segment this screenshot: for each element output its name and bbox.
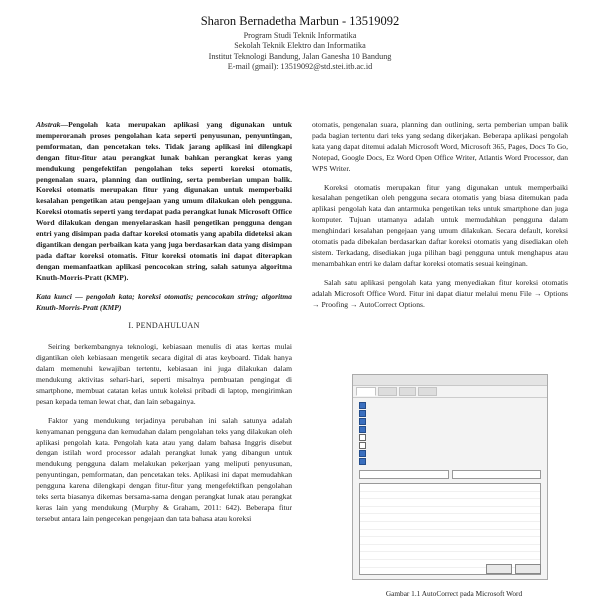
abstract (36, 120, 292, 284)
dialog-button (486, 564, 512, 574)
dialog-options (353, 398, 547, 468)
dialog-tab (418, 387, 436, 396)
right-column (312, 120, 568, 319)
keywords-body: — pengolah kata; koreksi otomatis; pencocokan string; algoritma Knuth-Morris-Pratt (KMP) (36, 291, 292, 312)
list-row (360, 484, 540, 492)
affiliation-line: Institut Teknologi Bandung, Jalan Ganesha 10 Bandung (208, 51, 392, 61)
author-line: Sharon Bernadetha Marbun - 13519092 (200, 14, 400, 28)
dialog-tab (356, 387, 376, 396)
dialog-titlebar (353, 375, 547, 386)
section-heading: I. PENDAHULUAN (128, 321, 200, 331)
affiliation-line: Sekolah Teknik Elektro dan Informatika (234, 41, 366, 51)
affiliation-line: Program Studi Teknik Informatika (243, 31, 357, 40)
checkbox-icon (359, 450, 366, 457)
dialog-option (359, 401, 541, 409)
keywords-lead: Kata kunci (36, 291, 72, 301)
body-paragraph-1: otomatis, pengenalan suara, planning dan outlining, serta pemberian umpan balik pada bagian tertentu dari teks yang sedang dikerjakan. Beberapa aplikasi pengolah kata yang dapat ditemui adalah Microsoft Word, Microsoft 365, Pages, Docs To Go, Notepad, Google Docs, Ez Word Open Office Writer, Atlantis Word Processor, dan WPS Writer. (312, 120, 568, 173)
body-paragraph-3: Salah satu aplikasi pengolah kata yang menyediakan fitur koreksi otomatis adalah Microsoft Office Word. Fitur ini dapat diatur melalui menu File → Options → Proofing → AutoCorrect Options. (312, 277, 568, 309)
dialog-option (359, 449, 541, 457)
figure (352, 374, 548, 586)
email-line: E-mail (gmail): 13519092@std.stei.itb.ac.id (227, 62, 373, 72)
autocorrect-dialog-screenshot (352, 374, 548, 580)
dialog-option (359, 433, 541, 441)
list-row (360, 522, 540, 530)
autocorrect-list (359, 483, 541, 575)
dialog-tab (378, 387, 398, 396)
paper-header (0, 14, 600, 73)
dialog-button (515, 564, 541, 574)
list-row (360, 499, 540, 507)
dialog-buttons (486, 564, 541, 574)
dialog-tab (399, 387, 416, 396)
list-row (360, 530, 540, 538)
checkbox-icon (359, 402, 366, 409)
dialog-inputs (353, 468, 547, 481)
intro-paragraph-2: Faktor yang mendukung terjadinya perubahan ini salah satunya adalah kenyamanan pengguna dan kemudahan dalam pengolahan teks yang dilakukan oleh aplikasi pengolah kata. Pengolah kata atau yang dalam bahasa Inggris disebut dengan istilah word processor adalah perangkat lunak yang dibangun untuk mendukung pengguna dalam melakukan pekerjaan yang meliputi penyusunan, penyuntingan, pemformatan, dan pencetakan teks. Aplikasi ini dapat memudahkan pengguna karena dilengkapi dengan fitur-fitur yang mengefektifkan pengolahan teks serta biasanya dikemas bersama-sama dengan perangkat lunak atau perangkat keras lain yang mendukung (Murphy & Graham, 2011: 642). Beberapa fitur tersebut antara lain pengecekan pengejaan dan tata bahasa atau koreksi (36, 415, 292, 523)
abstract-body: —Pengolah kata merupakan aplikasi yang digunakan untuk memperoranah proses pengolahan kata seperti penyusunan, penyuntingan, pemformatan, dan pencetakan teks. Tidak jarang aplikasi ini dilengkapi dengan fitur-fitur atau perangkat lunak bahkan perangkat keras yang mendukung pengefektifan pengolahan teks seperti koreksi otomatis, pengenalan suara, planning dan outlining, serta pemberian umpan balik. Koreksi otomatis merupakan fitur yang digunakan untuk memperbaiki kesalahan pengetikan atau pengejaan yang umum dilakukan oleh pengguna. Koreksi otomatis seperti yang terdapat pada perangkat lunak Microsoft Office Word dilakukan dengan menyelaraskan hasil pengetikan pengguna dengan entri yang disimpan pada daftar koreksi otomatis yang apabila dideteksi akan digantikan dengan perbaikan kata yang juga berdasarkan data yang disimpan pada daftar koreksi otomatis. Fitur koreksi otomatis ini dapat diterapkan dengan memanfaatkan aplikasi pencocokan string, salah satunya algoritma Knuth-Morris-Pratt (KMP). (36, 120, 292, 282)
left-column (36, 120, 292, 533)
dialog-option (359, 409, 541, 417)
list-row (360, 507, 540, 515)
list-row (360, 545, 540, 553)
checkbox-icon (359, 426, 366, 433)
checkbox-icon (359, 410, 366, 417)
list-row (360, 492, 540, 500)
intro-paragraph-1: Seiring berkembangnya teknologi, kebiasaan menulis di atas kertas mulai digantikan oleh kebiasaan mengetik secara digital di atas keyboard. Tidak hanya dalam memenuhi kewajiban tertentu, kebiasaan ini juga dilakukan dalam mendukung aktivitas sehari-hari, seperti misalnya pembuatan pengingat di smartphone, membuat catatan kelas untuk koleksi pribadi di laptop, mengirimkan pesan kepada teman lewat chat, dan lain sebagainya. (36, 342, 292, 406)
checkbox-icon (359, 418, 366, 425)
list-row (360, 537, 540, 545)
dialog-option (359, 425, 541, 433)
list-row (360, 552, 540, 560)
body-paragraph-2: Koreksi otomatis merupakan fitur yang digunakan untuk memperbaiki kesalahan pengetikan oleh pengguna secara otomatis yang biasa ditemukan pada aplikasi pengolah kata dan antarmuka pengetikan teks untuk smartphone dan juga komputer. Tujuan utamanya adalah untuk memudahkan pengguna dalam menghindari kesalahan pengejaan yang umum dilakukan. Secara default, koreksi otomatis pada dibekalan berdasarkan daftar koreksi otomatis yang disediakan oleh sistem. Terkadang, disediakan juga pilihan bagi pengguna untuk menghapus atau menambahkan entri ke dalam daftar koreksi otomatis sesuai keinginan. (312, 182, 568, 268)
dialog-tabs (353, 386, 547, 398)
keywords (36, 292, 292, 314)
dialog-option (359, 457, 541, 465)
list-row (360, 514, 540, 522)
dialog-option (359, 417, 541, 425)
dialog-option (359, 441, 541, 449)
abstract-lead: Abstrak (36, 120, 61, 129)
with-field (452, 470, 542, 479)
replace-field (359, 470, 449, 479)
figure-caption: Gambar 1.1 AutoCorrect pada Microsoft Word (385, 589, 523, 598)
checkbox-icon (359, 434, 366, 441)
checkbox-icon (359, 442, 366, 449)
checkbox-icon (359, 458, 366, 465)
